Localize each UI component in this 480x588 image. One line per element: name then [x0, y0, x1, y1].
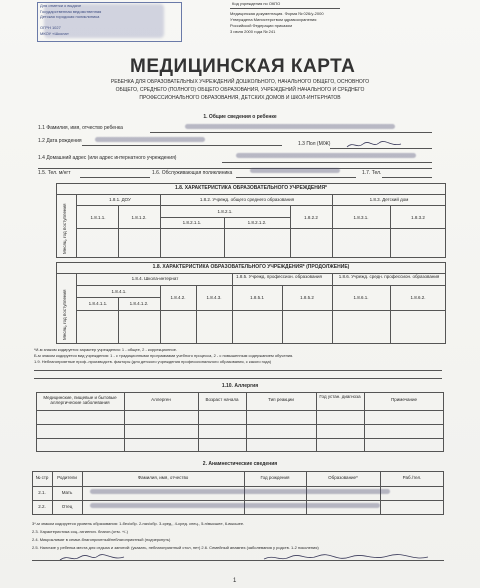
handwriting-sex — [345, 140, 405, 150]
note-1: *И-м знаком кодируется характер учреждения: 1 - общее, 2 - коррекционное. — [34, 347, 178, 352]
t18b-c1861: 1.8.6.1. — [353, 295, 369, 300]
anam-col-name: Фамилия, имя, отчество — [137, 475, 189, 480]
t18-v3 — [118, 205, 119, 258]
t18-col-1-8-2: 1.8.2. Учрежд. общего среднего образования — [199, 197, 295, 202]
field-1-2-label: 1.2 Дата рождения — [38, 138, 82, 144]
anam-col-year: Год рождения — [260, 475, 290, 480]
t18-c1812: 1.8.1.2. — [131, 215, 147, 220]
allergy-col-1: Медицинские, пищевые и бытовые аллергические заболевания — [43, 395, 117, 405]
t18-v6 — [224, 217, 225, 258]
t18-v1 — [160, 194, 161, 258]
subtitle-line-2: ОБЩЕГО, СРЕДНЕГО (ПОЛНОГО) ОБЩЕГО ОБРАЗОВАНИЯ, УЧРЕЖДЕНИЙ НАЧАЛЬНОГО И СРЕДНЕГО — [115, 87, 365, 93]
allergy-col-2: Аллерген — [151, 397, 171, 402]
document-title: МЕДИЦИНСКАЯ КАРТА — [130, 56, 356, 77]
allergy-heading: 1.10. Аллергия — [221, 383, 259, 389]
t18b-col-1-8-5: 1.8.5. Учрежд. профессион. образования — [236, 274, 322, 279]
t18b-col-1-8-4: 1.8.4. Школа-интернат — [131, 276, 179, 281]
anam-row-2-num: 2.2. — [38, 504, 46, 509]
t18b-v4 — [196, 285, 197, 344]
form-ref-line-2: Утверждена Министерством здравоохранения — [230, 17, 317, 22]
field-1-2-redacted — [95, 137, 205, 142]
form-ref-line-4: 3 июля 2000 года № 241 — [230, 29, 276, 34]
t18b-c18411: 1.8.4.1.1. — [88, 301, 108, 306]
t18b-row-line-3 — [76, 297, 160, 298]
field-1-7-line — [382, 177, 432, 178]
t18-c1811: 1.8.1.1. — [90, 215, 106, 220]
t18b-v2 — [332, 273, 333, 344]
stamp-line-6: МКОУ «Школа» — [40, 31, 69, 36]
field-1-4-label: 1.4 Домашний адрес (или адрес интернатного учреждения) — [38, 155, 177, 161]
note-line-1 — [34, 370, 442, 371]
stamp-line-1: Для отметки о выдаче — [40, 3, 82, 8]
t18-side-label: Месяц, год поступления — [62, 203, 67, 254]
allergy-v1 — [124, 392, 125, 452]
t18b-c1852: 1.8.5.2 — [300, 295, 314, 300]
footnote-1: 3*-м знаком кодируется уровень образования: 1-без/обр. 2-нач/обр. 3-сред., 4-сред. спец., 5-н/высшее, 6-высшее. — [32, 521, 245, 526]
t18b-c18412: 1.8.4.1.2. — [129, 301, 149, 306]
t18-row-line-4 — [76, 228, 446, 229]
anam-v1 — [52, 471, 53, 515]
page-number: 1 — [233, 578, 237, 584]
footnote-2: 2.3. Характеристика соц.-гигиенич. благоп.(отм. +/-) — [32, 529, 128, 534]
allergy-header-line — [36, 410, 444, 411]
t18b-c1841: 1.8.4.1. — [111, 289, 127, 294]
field-1-1-redacted — [185, 124, 395, 129]
form-ref-line-3: Российской Федерации приказом — [230, 23, 293, 28]
section1-heading: 1. Общие сведения о ребенке — [203, 114, 277, 120]
field-1-6-line — [236, 177, 356, 178]
t18-c18212: 1.8.2.1.2. — [247, 220, 267, 225]
t18-v5 — [390, 205, 391, 258]
anam-row-1-num: 2.1. — [38, 490, 46, 495]
field-1-4-line-2 — [38, 168, 432, 169]
anamnesis-heading: 2. Анамнестические сведения — [202, 461, 278, 467]
field-1-5-label: 1.5. Тел. м/нгт — [38, 170, 71, 176]
field-1-6-redacted — [250, 168, 340, 173]
table-1-8-heading: 1.8. ХАРАКТЕРИСТИКА ОБРАЗОВАТЕЛЬНОГО УЧРЕЖДЕНИЯ* — [174, 185, 328, 191]
allergy-col-3: Возраст начала — [205, 397, 239, 402]
allergy-row-1 — [36, 424, 444, 425]
t18b-row-line-4 — [76, 310, 446, 311]
t18-col-1-8-1: 1.8.1. ДОУ — [109, 197, 131, 202]
form-ref-line-1: Медицинская документация. Форма № 026/у-2000 — [230, 11, 324, 16]
stamp-line-5: ОГРН 1027 — [40, 25, 61, 30]
field-1-1-label: 1.1 Фамилия, имя, отчество ребенка — [38, 125, 123, 131]
t18-c1832: 1.8.3.2 — [411, 215, 425, 220]
handwriting-signature-left — [58, 552, 128, 564]
allergy-row-2 — [36, 438, 444, 439]
anam-row-2-who: Отец — [61, 504, 73, 509]
anam-row-2-redacted — [90, 503, 380, 508]
anam-v2 — [82, 471, 83, 515]
t18b-v6 — [390, 285, 391, 344]
t18-c18211: 1.8.2.1.1. — [182, 220, 202, 225]
anam-col-parents: Родители — [57, 475, 77, 480]
allergy-v4 — [316, 392, 317, 452]
t18b-col-1-8-6: 1.8.6. Учрежд. средн. профессион. образования — [338, 274, 440, 279]
anam-col-work: Раб./тел. — [402, 475, 422, 480]
note-2: Б-м знаком кодируется вид учреждения: 1 - с традиционными программами учебного процесса, 2 - с повышенным содержанием обучения. — [34, 353, 294, 358]
code-underline — [230, 8, 340, 9]
note-3: 1.9. Неблагоприятные проф.-производств. факторы (для детского учреждения профессионального образования, с какого года) — [34, 359, 272, 364]
anam-col-num: № стр — [35, 475, 49, 480]
subtitle-line-3: ПРОФЕССИОНАЛЬНОГО ОБРАЗОВАНИЯ, ДЕТСКИХ ДОМОВ И ШКОЛ-ИНТЕРНАТОВ — [139, 95, 341, 101]
anam-row-line — [32, 500, 444, 501]
t18-row-line-3 — [160, 217, 290, 218]
footnote-4: 2.5. Наличие у ребенка места для отдыха и занятий: (указать, неблагоприятный стол, нет) 2.6. Семейный анамнез (заболевания у родств. 1-2 поколения) — [32, 545, 319, 550]
field-1-5-line — [80, 177, 150, 178]
handwriting-signature-right — [262, 552, 432, 564]
field-1-7-label: 1.7. Тел. — [362, 170, 382, 176]
stamp-line-3: Детская городская поликлиника — [40, 14, 100, 19]
allergy-col-6: Примечание — [390, 397, 418, 402]
note-line-2 — [34, 378, 442, 379]
t18b-v3 — [160, 285, 161, 344]
t18b-v7 — [118, 297, 119, 344]
field-1-1-line — [150, 132, 432, 133]
anam-row-1-redacted — [90, 489, 390, 494]
footnote-3: 2.4. Микроклимат в семье-благоприятный/неблагоприятный (подчеркнуть) — [32, 537, 171, 542]
anam-col-education: Образование* — [328, 475, 358, 480]
t18-v2 — [332, 194, 333, 258]
allergy-v3 — [246, 392, 247, 452]
t18-v4 — [290, 205, 291, 258]
subtitle-line-1: РЕБЕНКА ДЛЯ ОБРАЗОВАТЕЛЬНЫХ УЧРЕЖДЕНИЙ ДОШКОЛЬНОГО, НАЧАЛЬНОГО ОБЩЕГО, ОСНОВНОГО — [110, 79, 370, 85]
allergy-v5 — [364, 392, 365, 452]
institution-code-label: Код учреждения по ОКПО — [232, 1, 281, 6]
t18-c1822: 1.8.2.2 — [304, 215, 318, 220]
t18b-side-label: Месяц, год поступления — [62, 289, 67, 340]
t18-row-line-1 — [56, 194, 446, 195]
table-1-8-cont-heading: 1.8. ХАРАКТЕРИСТИКА ОБРАЗОВАТЕЛЬНОГО УЧРЕЖДЕНИЯ* (ПРОДОЛЖЕНИЕ) — [152, 264, 350, 270]
t18-side-divider — [76, 194, 77, 258]
anam-row-1-who: Мать — [61, 490, 73, 495]
t18-c1831: 1.8.3.1. — [353, 215, 369, 220]
t18b-c1851: 1.8.5.1 — [250, 295, 264, 300]
t18-col-1-8-3: 1.8.3. Детский дом — [369, 197, 409, 202]
t18-c1821: 1.8.2.1. — [217, 209, 233, 214]
anam-header-line — [32, 486, 444, 487]
field-1-2-line — [82, 145, 282, 146]
t18b-v5 — [282, 285, 283, 344]
allergy-col-5: Год устан. диагноза — [319, 394, 361, 399]
t18b-side-divider — [76, 273, 77, 344]
field-1-3-label: 1.3 Пол (М/Ж) — [298, 141, 331, 147]
t18b-v1 — [232, 273, 233, 344]
field-1-6-label: 1.6. Обслуживающая поликлиника — [152, 170, 233, 176]
field-1-4-redacted — [236, 153, 416, 158]
stamp-line-2: Государственная ведомственная — [40, 9, 102, 14]
t18b-c1862: 1.8.6.2. — [410, 295, 426, 300]
field-1-4-line — [222, 162, 432, 163]
t18b-c1843: 1.8.4.3. — [206, 295, 222, 300]
allergy-v2 — [198, 392, 199, 452]
t18b-c1842: 1.8.4.2. — [170, 295, 186, 300]
allergy-col-4: Тип реакции — [268, 397, 294, 402]
